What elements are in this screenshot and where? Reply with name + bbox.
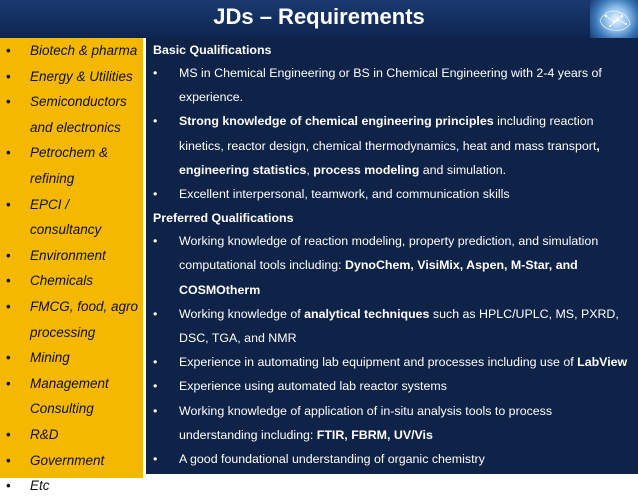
basic-qualifications-list: [153, 61, 632, 206]
list-item: [153, 109, 632, 182]
list-item: [153, 447, 632, 471]
industry-item: • Chemicals: [0, 268, 143, 294]
preferred-qualifications-heading: Preferred Qualifications: [153, 211, 294, 226]
item-bold: DynoChem, VisiMix, Aspen, M-Star, and COSMOtherm: [179, 258, 578, 297]
item-bold: analytical techniques: [304, 306, 430, 321]
item-text: Experience in automating lab equipment and processes including use of: [179, 355, 578, 370]
page-title: JDs – Requirements: [213, 4, 425, 29]
industry-item: • R&D: [0, 422, 143, 448]
list-item: [153, 182, 632, 206]
industry-item: • Mining: [0, 345, 143, 371]
preferred-qualifications-list: [153, 229, 632, 471]
list-item: [153, 302, 632, 350]
industry-item: • Biotech & pharma: [0, 38, 143, 64]
item-text: Excellent interpersonal, teamwork, and communication skills: [179, 187, 510, 202]
item-text: A good foundational understanding of organic chemistry: [179, 452, 485, 467]
industry-item: • Management Consulting: [0, 371, 143, 422]
item-bold: ,: [596, 138, 600, 153]
item-text: ,: [306, 162, 314, 177]
industry-item: • Etc: [0, 473, 143, 499]
industry-item: • Petrochem & refining: [0, 140, 143, 191]
list-item: [153, 61, 632, 109]
item-bold: process modeling: [313, 162, 420, 177]
industry-item: • Energy & Utilities: [0, 64, 143, 90]
industry-item: • FMCG, food, agro processing: [0, 294, 143, 345]
industry-sidebar: [0, 38, 143, 494]
item-text: Working knowledge of application of in-situ analysis tools to process understanding including:: [179, 403, 553, 442]
item-bold: LabView: [577, 355, 628, 370]
industry-list: [0, 38, 143, 499]
list-item: [153, 229, 632, 302]
item-text: Working knowledge of reaction modeling, property prediction, and simulation computational tools including:: [179, 234, 599, 273]
header-bar: [0, 0, 638, 38]
item-text: such as HPLC/UPLC, MS, PXRD, DSC, TGA, and NMR: [179, 306, 619, 346]
item-text: and simulation.: [419, 162, 507, 177]
item-bold: engineering statistics: [179, 162, 307, 177]
industry-item: • Government: [0, 448, 143, 474]
logo-image: [590, 0, 638, 38]
item-text: including reaction kinetics, reactor design, chemical thermodynamics, heat and mass transport: [179, 114, 597, 153]
item-bold: FTIR, FBRM, UV/Vis: [316, 427, 433, 442]
basic-qualifications-heading: Basic Qualifications: [153, 43, 272, 57]
item-bold: Strong knowledge of chemical engineering principles: [179, 114, 494, 129]
item-text: MS in Chemical Engineering or BS in Chemical Engineering with 2-4 years of experience.: [179, 66, 602, 105]
list-item: [153, 374, 632, 398]
industry-item: • Environment: [0, 243, 143, 269]
bottom-divider: [146, 474, 638, 478]
requirements-panel: [146, 38, 638, 474]
item-text: Experience using automated lab reactor systems: [179, 379, 447, 394]
brain-network-icon: [590, 0, 638, 38]
item-text: Working knowledge of: [179, 306, 305, 321]
list-item: [153, 350, 632, 374]
industry-item: • EPCI / consultancy: [0, 192, 143, 243]
industry-item: • Semiconductors and electronics: [0, 89, 143, 140]
list-item: [153, 399, 632, 447]
